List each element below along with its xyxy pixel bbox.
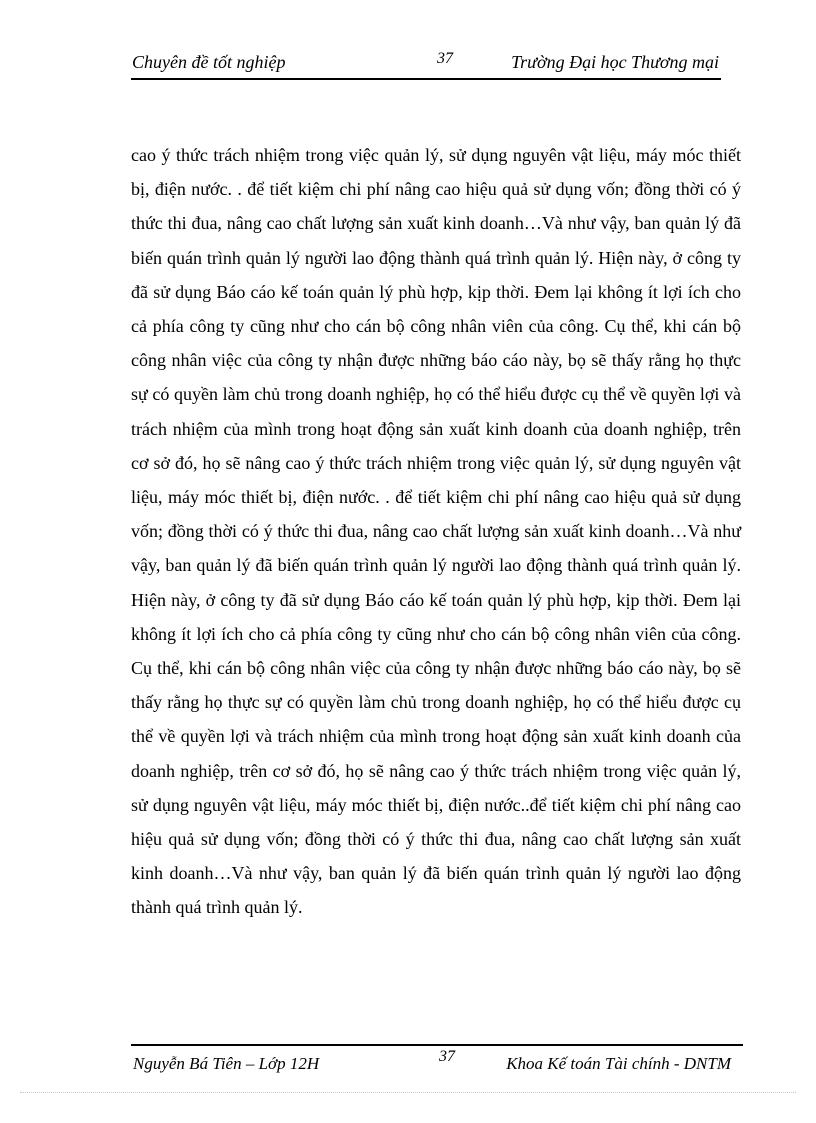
footer-faculty-name: Khoa Kế toán Tài chính - DNTM bbox=[506, 1054, 731, 1073]
header-page-number: 37 bbox=[437, 50, 453, 67]
body-paragraph: cao ý thức trách nhiệm trong việc quản lý, sử dụng nguyên vật liệu, máy móc thiết bị, điện nước. . để tiết kiệm chi phí nâng cao hiệu quả sử dụng vốn; đồng thời có ý thức thi đua, nâng cao chất lượng sản xuất kinh doanh…Và như vậy, ban quản lý đã biến quán trình quản lý người lao động thành quá trình quản lý. Hiện này, ở công ty đã sử dụng Báo cáo kế toán quản lý phù hợp, kịp thời. Đem lại không ít lợi ích cho cả phía công ty cũng như cho cán bộ công nhân viên của công. Cụ thể, khi cán bộ công nhân việc của công ty nhận được những báo cáo này, bọ sẽ thấy rằng họ thực sự có quyền làm chủ trong doanh nghiệp, họ có thể hiểu được cụ thể về quyền lợi và trách nhiệm của mình trong hoạt động sản xuất kinh doanh của doanh nghiệp, trên cơ sở đó, họ sẽ nâng cao ý thức trách nhiệm trong việc quản lý, sử dụng nguyên vật liệu, máy móc thiết bị, điện nước. . để tiết kiệm chi phí nâng cao hiệu quả sử dụng vốn; đồng thời có ý thức thi đua, nâng cao chất lượng sản xuất kinh doanh…Và như vậy, ban quản lý đã biến quán trình quản lý người lao động thành quá trình quản lý. Hiện này, ở công ty đã sử dụng Báo cáo kế toán quản lý phù hợp, kịp thời. Đem lại không ít lợi ích cho cả phía công ty cũng như cho cán bộ công nhân viên của công. Cụ thể, khi cán bộ công nhân việc của công ty nhận được những báo cáo này, bọ sẽ thấy rằng họ thực sự có quyền làm chủ trong doanh nghiệp, họ có thể hiểu được cụ thể về quyền lợi và trách nhiệm của mình trong hoạt động sản xuất kinh doanh của doanh nghiệp, trên cơ sở đó, họ sẽ nâng cao ý thức trách nhiệm trong việc quản lý, sử dụng nguyên vật liệu, máy móc thiết bị, điện nước..để tiết kiệm chi phí nâng cao hiệu quả sử dụng vốn; đồng thời có ý thức thi đua, nâng cao chất lượng sản xuất kinh doanh…Và như vậy, ban quản lý đã biến quán trình quản lý người lao động thành quá trình quản lý. bbox=[131, 145, 741, 918]
page-header bbox=[131, 52, 721, 80]
header-university-name: Trường Đại học Thương mại bbox=[511, 52, 719, 72]
footer-author-class: Nguyễn Bá Tiên – Lớp 12H bbox=[133, 1054, 320, 1073]
footer-page-number: 37 bbox=[439, 1048, 455, 1065]
page-footer bbox=[131, 1044, 743, 1076]
page-bottom-divider bbox=[20, 1092, 796, 1093]
header-document-type: Chuyên đề tốt nghiệp bbox=[132, 52, 286, 72]
